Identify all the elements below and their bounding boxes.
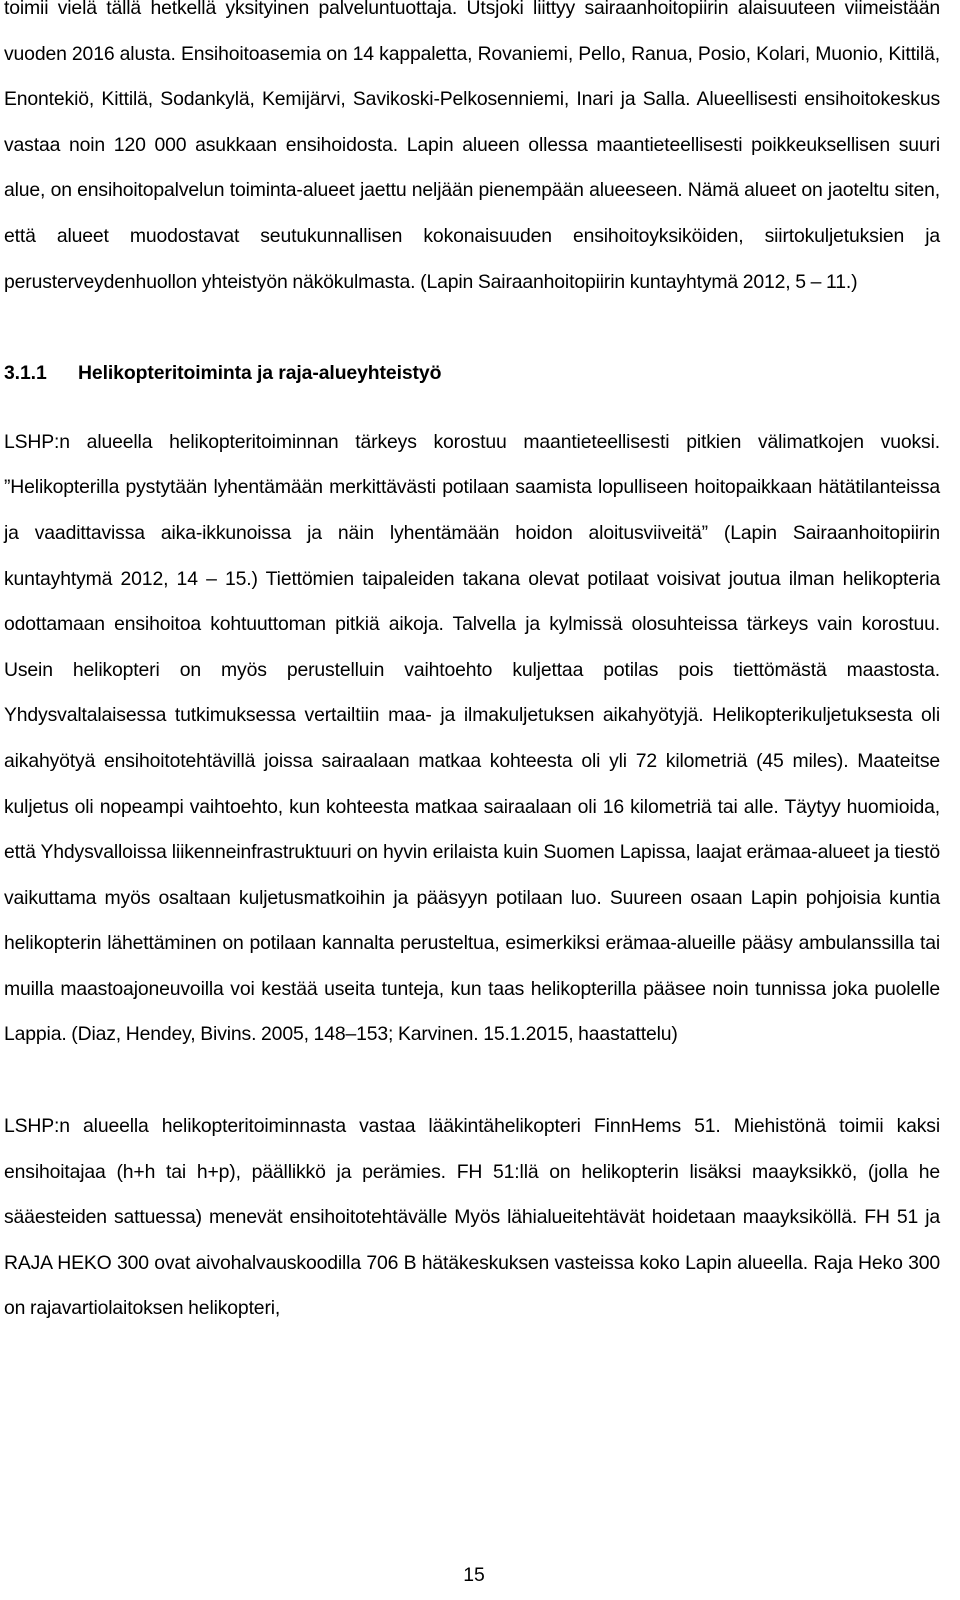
spacer [4, 305, 940, 351]
section-title: Helikopteritoiminta ja raja-alueyhteistyö [78, 362, 442, 385]
spacer [4, 397, 940, 420]
section-number: 3.1.1 [4, 362, 47, 385]
body-paragraph-ensihoitoasemat: toimii vielä tällä hetkellä yksityinen palveluntuottaja. Utsjoki liittyy sairaanhoitopiirin alaisuuteen viimeistään vuoden 2016 alusta. Ensihoitoasemia on 14 kappaletta, Rovaniemi, Pello, Ranua, Posio, Kolari, Muonio, Kittilä, Enontekiö, Kittilä, Sodankylä, Kemijärvi, Savikoski-Pelkosenniemi, Inari ja Salla. Alueellisesti ensihoitokeskus vastaa noin 120 000 asukkaan ensihoidosta. Lapin alueen ollessa maantieteellisesti poikkeuksellisen suuri alue, on ensihoitopalvelun toiminta-alueet jaettu neljään pienempään alueeseen. Nämä alueet on jaoteltu siten, että alueet muodostavat seutukunnallisen kokonaisuuden ensihoitoyksiköiden, siirtokuljetuksien ja perusterveydenhuollon yhteistyön näkökulmasta. (Lapin Sairaanhoitopiirin kuntayhtymä 2012, 5 – 11.) [4, 0, 940, 293]
page-number: 15 [463, 1564, 485, 1586]
section-heading [4, 351, 940, 397]
body-paragraph-helikopteritoiminta: LSHP:n alueella helikopteritoiminnan tärkeys korostuu maantieteellisesti pitkien välimatkojen vuoksi. ”Helikopterilla pystytään lyhentämään merkittävästi potilaan saamista lopulliseen hoitopaikkaan hätätilanteissa ja vaadittavissa aika-ikkunoissa ja näin lyhentämään hoidon aloitusviiveitä” (Lapin Sairaanhoitopiirin kuntayhtymä 2012, 14 – 15.) Tiettömien taipaleiden takana olevat potilaat voisivat joutua ilman helikopteria odottamaan ensihoitoa kohtuuttoman pitkiä aikoja. Talvella ja kylmissä olosuhteissa tärkeys vain korostuu. Usein helikopteri on myös perustelluin vaihtoehto kuljettaa potilas pois tiettömästä maastosta. Yhdysvaltalaisessa tutkimuksessa vertailtiin maa- ja ilmakuljetuksen aikahyötyjä. Helikopterikuljetuksesta oli aikahyötyä ensihoitotehtävillä joissa sairaalaan matkaa kohteesta oli yli 72 kilometriä (45 miles). Maateitse kuljetus oli nopeampi vaihtoehto, kun kohteesta matkaa sairaalaan oli 16 kilometriä tai alle. Täytyy huomioida, että Yhdysvalloissa liikenneinfrastruktuuri on hyvin erilaista kuin Suomen Lapissa, laajat erämaa-alueet ja tiestö vaikuttama myös osaltaan kuljetusmatkoihin ja pääsyyn potilaan luo. Suureen osaan Lapin pohjoisia kuntia helikopterin lähettäminen on potilaan kannalta perusteltua, esimerkiksi erämaa-alueille pääsy ambulanssilla tai muilla maastoajoneuvoilla voi kestää useita tunteja, kun taas helikopterilla pääsee noin tunnissa joka puolelle Lappia. (Diaz, Hendey, Bivins. 2005, 148–153; Karvinen. 15.1.2015, haastattelu) [4, 430, 940, 1046]
document-page [4, 0, 940, 1332]
spacer [4, 1058, 940, 1104]
body-paragraph-finnhems: LSHP:n alueella helikopteritoiminnasta vastaa lääkintähelikopteri FinnHems 51. Miehistönä toimii kaksi ensihoitajaa (h+h tai h+p), päällikkö ja perämies. FH 51:llä on helikopterin lisäksi maayksikkö, (jolla he sääesteiden sattuessa) menevät ensihoitotehtävälle Myös lähialueitehtävät hoidetaan maayksiköllä. FH 51 ja RAJA HEKO 300 ovat aivohalvauskoodilla 706 B hätäkeskuksen vasteissa koko Lapin alueella. Raja Heko 300 on rajavartiolaitoksen helikopteri, [4, 1115, 940, 1320]
